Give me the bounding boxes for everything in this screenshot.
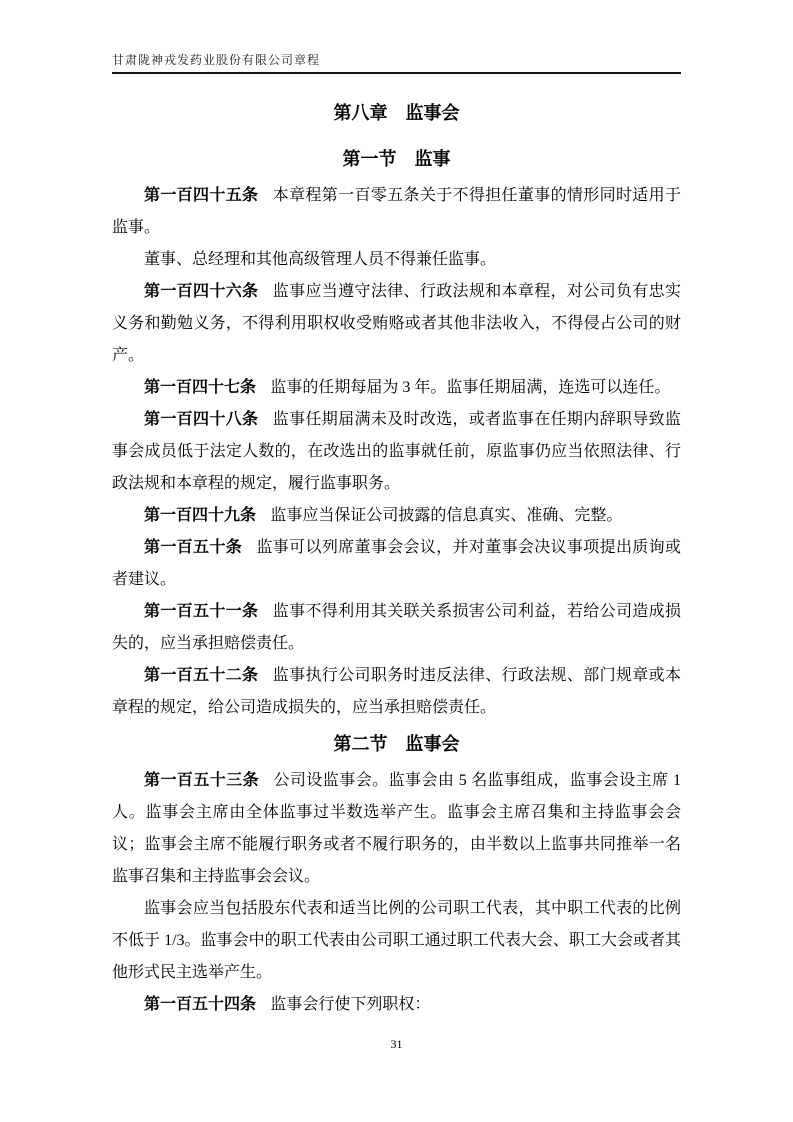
article-number: 第一百五十二条 xyxy=(144,667,259,684)
document-header xyxy=(112,53,681,74)
article-150-paragraph xyxy=(112,532,681,596)
section-1-body xyxy=(112,180,681,724)
article-153-subparagraph xyxy=(112,893,681,989)
section-title-1: 第一节 监事 xyxy=(342,149,451,169)
article-149-paragraph xyxy=(112,500,681,532)
article-152-paragraph xyxy=(112,660,681,724)
article-148-paragraph xyxy=(112,404,681,500)
article-text: 监事任期届满未及时改选，或者监事在任期内辞职导致监事会成员低于法定人数的，在改选出的监事就任前，原监事仍应当依照法律、行政法规和本章程的规定，履行监事职务。 xyxy=(112,411,681,492)
article-text: 监事应当遵守法律、行政法规和本章程，对公司负有忠实义务和勤勉义务，不得利用职权收受贿赂或者其他非法收入，不得侵占公司的财产。 xyxy=(112,283,681,364)
article-number: 第一百四十八条 xyxy=(144,411,259,428)
article-number: 第一百五十一条 xyxy=(144,603,259,620)
article-number: 第一百四十九条 xyxy=(144,507,257,524)
article-145-subparagraph xyxy=(112,244,681,276)
article-number: 第一百五十三条 xyxy=(144,772,260,789)
article-text: 监事执行公司职务时违反法律、行政法规、部门规章或本章程的规定，给公司造成损失的，应当承担赔偿责任。 xyxy=(112,667,681,716)
article-text: 监事应当保证公司披露的信息真实、准确、完整。 xyxy=(270,507,623,524)
article-text: 本章程第一百零五条关于不得担任董事的情形同时适用于监事。 xyxy=(112,187,681,236)
article-text: 董事、总经理和其他高级管理人员不得兼任监事。 xyxy=(144,251,497,268)
article-153-paragraph xyxy=(112,765,681,893)
article-number: 第一百五十条 xyxy=(144,539,243,556)
article-154-paragraph xyxy=(112,989,681,1021)
article-text: 监事会应当包括股东代表和适当比例的公司职工代表，其中职工代表的比例不低于 1/3。监事会中的职工代表由公司职工通过职工代表大会、职工大会或者其他形式民主选举产生。 xyxy=(112,900,681,981)
article-text: 公司设监事会。监事会由 5 名监事组成，监事会设主席 1 人。监事会主席由全体监事过半数选举产生。监事会主席召集和主持监事会会议；监事会主席不能履行职务或者不履行职务的，由半数以上监事共同推举一名监事召集和主持监事会会议。 xyxy=(112,772,681,885)
article-146-paragraph xyxy=(112,276,681,372)
article-number: 第一百四十六条 xyxy=(144,283,259,300)
article-151-paragraph xyxy=(112,596,681,660)
article-text: 监事会行使下列职权： xyxy=(270,996,431,1013)
article-text: 监事的任期每届为 3 年。监事任期届满，连选可以连任。 xyxy=(270,379,671,396)
header-title: 甘肃陇神戎发药业股份有限公司章程 xyxy=(112,53,321,67)
article-text: 监事可以列席董事会会议，并对董事会决议事项提出质询或者建议。 xyxy=(112,539,681,588)
section-title-2: 第二节 监事会 xyxy=(333,734,460,754)
section-2-body xyxy=(112,765,681,1021)
article-145-paragraph xyxy=(112,180,681,244)
article-147-paragraph xyxy=(112,372,681,404)
article-number: 第一百四十七条 xyxy=(144,379,257,396)
article-number: 第一百四十五条 xyxy=(144,187,259,204)
article-text: 监事不得利用其关联关系损害公司利益，若给公司造成损失的，应当承担赔偿责任。 xyxy=(112,603,681,652)
document-content xyxy=(112,102,681,1021)
page-number: 31 xyxy=(390,1037,403,1051)
chapter-title: 第八章 监事会 xyxy=(333,103,460,123)
page-footer xyxy=(0,1037,793,1051)
article-number: 第一百五十四条 xyxy=(144,996,257,1013)
